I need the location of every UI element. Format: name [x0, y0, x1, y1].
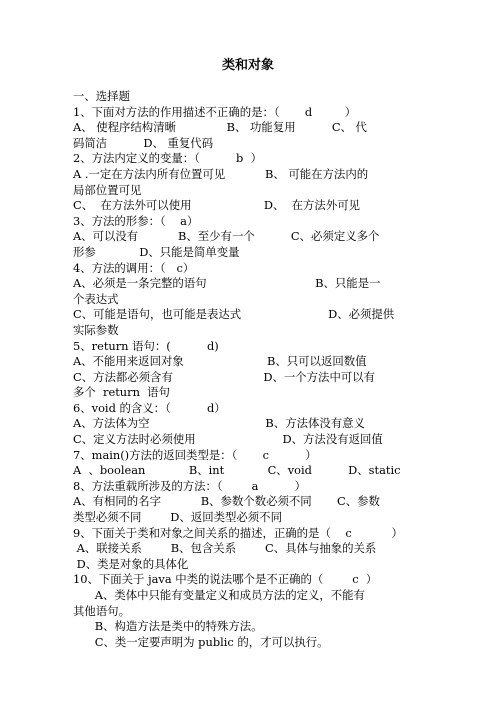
text-line: 形参 D、只能是简单变量 — [73, 244, 240, 259]
text-line: 10、下面关于 java 中类的说法哪个是不正确的（ c ） — [73, 572, 378, 587]
text-line: A、类体中只能有变量定义和成员方法的定义，不能有 — [73, 588, 365, 602]
text-line: 6、void 的含义：（ d） — [73, 400, 226, 415]
document-body — [73, 89, 431, 650]
text-line: 3、方法的形参：（ a） — [73, 213, 199, 228]
text-line: A、联接关系 B、包含关系 C、具体与抽象的关系 — [73, 541, 377, 556]
text-line: 码简洁 D、 重复代码 — [73, 135, 214, 150]
text-line: 1、下面对方法的作用描述不正确的是：（ d ） — [73, 104, 357, 119]
text-line: A、可以没有 B、至少有一个 C、必须定义多个 — [73, 229, 380, 244]
text-line: D、类是对象的具体化 — [73, 556, 189, 571]
text-line: A .一定在方法内所有位置可见 B、 可能在方法内的 — [73, 166, 369, 181]
text-line: C、可能是语句，也可能是表达式 D、必须提供 — [73, 307, 395, 322]
text-line: 其他语句。 — [73, 603, 130, 618]
text-line: 7、main()方法的返回类型是：（ c ） — [73, 447, 317, 462]
text-line: 9、下面关于类和对象之间关系的描述，正确的是（ c ） — [73, 525, 403, 540]
text-line: 5、return 语句：( d) — [73, 338, 219, 353]
text-line: 2、方法内定义的变量：（ b ） — [73, 151, 262, 166]
text-line: C、类一定要声明为 public 的，才可以执行。 — [73, 634, 329, 649]
text-line: 局部位置可见 — [73, 182, 142, 197]
text-line: 多个 return 语句 — [73, 385, 170, 400]
text-line: C、方法都必须含有 D、一个方法中可以有 — [73, 369, 376, 384]
text-line: 类型必须不同 D、返回类型必须不同 — [73, 510, 282, 525]
text-line: 4、方法的调用：（ c） — [73, 260, 195, 275]
text-line: 实际参数 — [73, 322, 119, 337]
text-line: 个表达式 — [73, 291, 119, 306]
text-line: A、必须是一条完整的语句 B、只能是一 — [73, 276, 381, 291]
text-line: 8、方法重载所涉及的方法：（ a ） — [73, 478, 306, 493]
text-line: A、 使程序结构清晰 B、 功能复用 C、 代 — [73, 120, 367, 135]
text-line: C、 在方法外可以使用 D、 在方法外可见 — [73, 198, 360, 213]
document-title: 类和对象 — [221, 58, 274, 73]
text-line: A、方法体为空 B、方法体没有意义 — [73, 416, 365, 431]
text-line: 一、选择题 — [73, 89, 130, 103]
text-line: C、定义方法时必须使用 D、方法没有返回值 — [73, 432, 383, 447]
text-line: B、构造方法是类中的特殊方法。 — [73, 619, 263, 634]
text-line: A、有相同的名字 B、参数个数必须不同 C、参数 — [73, 494, 380, 509]
text-line: A、不能用来返回对象 B、只可以返回数值 — [73, 354, 367, 369]
text-line: A 、boolean B、int C、void D、static — [73, 463, 401, 478]
